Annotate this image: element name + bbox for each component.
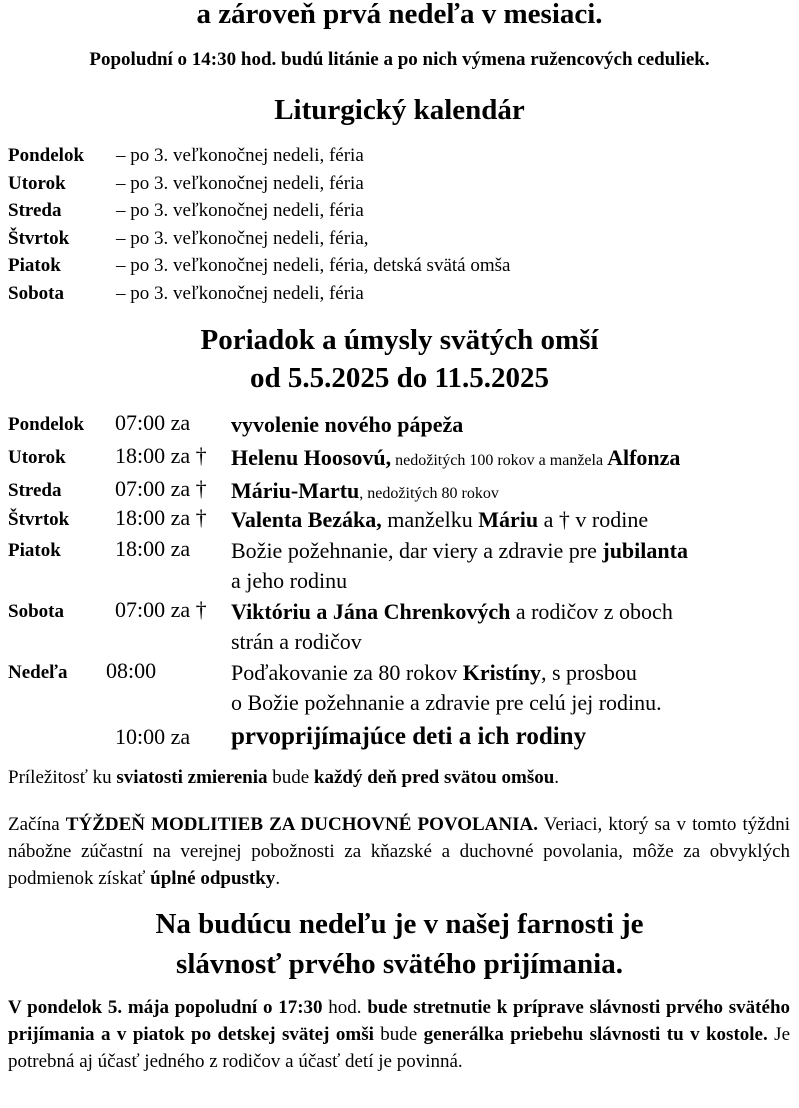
mass-day: Štvrtok: [8, 509, 70, 530]
mass-intention: vyvolenie nového pápeža: [231, 412, 464, 437]
mass-time: 08:00: [106, 658, 157, 683]
mass-day: Sobota: [8, 601, 64, 622]
communion-title: Na budúcu nedeľu je v našej farnosti je: [155, 908, 644, 940]
mass-intention: [231, 597, 798, 657]
confession-notice: [8, 764, 790, 791]
intention-name: Viktóriu a Jána Chrenkových: [231, 599, 511, 624]
text-span: Veriaci, ktorý sa v tomto týždni nábožne zúčastní na verejnej pobožnosti za kňazské a duchovné povolania, môže za obvyklých podmienok získať: [8, 814, 791, 889]
calendar-text: – po 3. veľkonočnej nedeli, féria: [116, 200, 364, 221]
mass-time: 07:00 za †: [115, 476, 207, 501]
intention-text: o Božie požehnanie a zdravie pre celú jej rodinu.: [231, 690, 662, 715]
calendar-day: Štvrtok: [8, 227, 70, 249]
mass-time: 18:00 za: [115, 536, 191, 561]
mass-intention: [231, 443, 798, 476]
text-span: bude: [267, 767, 314, 788]
text-span: bude: [373, 1024, 424, 1045]
intention-text: Božie požehnanie, dar viery a zdravie pre: [231, 538, 603, 563]
calendar-text: – po 3. veľkonočnej nedeli, féria,: [116, 227, 369, 249]
masses-title: Poriadok a úmysly svätých omší: [200, 324, 599, 356]
intention-name: Valenta Bezáka,: [231, 507, 382, 532]
calendar-text: – po 3. veľkonočnej nedeli, féria, detská svätá omša: [116, 255, 511, 276]
intention-text: strán a rodičov: [231, 629, 362, 654]
intention-name: jubilanta: [602, 538, 688, 563]
intention-text: manželku: [381, 507, 479, 532]
header-line: a zároveň prvá nedeľa v mesiaci.: [196, 0, 603, 30]
text-span: TÝŽDEŇ MODLITIEB ZA DUCHOVNÉ POVOLANIA.: [65, 814, 538, 835]
liturgical-calendar: [8, 143, 510, 308]
mass-intention: [231, 505, 798, 535]
mass-time: 18:00 za †: [115, 443, 207, 468]
calendar-row: [8, 253, 510, 281]
text-span: .: [275, 868, 281, 889]
intention-name: Kristíny: [462, 660, 541, 685]
mass-day: Utorok: [8, 447, 66, 468]
mass-day: Piatok: [8, 540, 61, 561]
text-span: generálka priebehu slávnosti tu v kostole.: [423, 1024, 768, 1045]
text-span: bude stretnutie k príprave slávnosti prvého svätého prijímania a v piatok po detskej svätej omši: [8, 997, 791, 1045]
mass-intention: prvoprijímajúce deti a ich rodiny: [231, 723, 587, 750]
text-span: Je potrebná aj účasť jedného z rodičov a účasť detí je povinná.: [8, 1024, 791, 1072]
communion-subtitle: slávnosť prvého svätého prijímania.: [176, 948, 623, 980]
calendar-day: Streda: [8, 200, 62, 221]
calendar-text: – po 3. veľkonočnej nedeli, féria: [116, 145, 364, 166]
calendar-row: [8, 226, 510, 254]
calendar-day: Utorok: [8, 172, 66, 194]
calendar-text: – po 3. veľkonočnej nedeli, féria: [116, 282, 364, 304]
text-span: hod.: [322, 997, 368, 1018]
calendar-row: [8, 198, 510, 226]
text-span: V pondelok 5. mája popoludní o 17:30: [8, 997, 323, 1018]
calendar-title: Liturgický kalendár: [274, 94, 525, 126]
prayer-week-notice: [8, 811, 790, 892]
mass-intention: [231, 536, 798, 596]
intention-note: , nedožitých 80 rokov: [359, 485, 499, 502]
text-span: .: [554, 767, 560, 788]
intention-name: Alfonza: [607, 445, 681, 470]
mass-time: 07:00 za: [115, 410, 191, 435]
text-span: každý deň pred svätou omšou: [313, 767, 555, 788]
calendar-row: [8, 281, 510, 309]
calendar-text: – po 3. veľkonočnej nedeli, féria: [116, 172, 364, 194]
calendar-day: Pondelok: [8, 145, 85, 166]
mass-day: Nedeľa: [8, 662, 68, 683]
mass-day: Pondelok: [8, 414, 85, 435]
calendar-row: [8, 143, 510, 171]
intention-name: Helenu Hoosovú,: [231, 445, 392, 470]
intention-text: a rodičov z oboch: [510, 599, 673, 624]
mass-intention: [231, 658, 798, 718]
litany-notice: Popoludní o 14:30 hod. budú litánie a po nich výmena ružencových ceduliek.: [89, 49, 710, 70]
text-span: sviatosti zmierenia: [116, 767, 268, 788]
intention-text: Poďakovanie za 80 rokov: [231, 660, 463, 685]
intention-text: a jeho rodinu: [231, 568, 348, 593]
mass-time: 10:00 za: [115, 724, 191, 749]
intention-text: , s prosbou: [540, 660, 637, 685]
intention-text: a † v rodine: [538, 507, 649, 532]
text-span: Príležitosť ku: [8, 767, 117, 788]
intention-name: Máriu: [478, 507, 539, 532]
mass-day: Streda: [8, 480, 62, 501]
masses-date-range: od 5.5.2025 do 11.5.2025: [250, 362, 549, 394]
calendar-day: Piatok: [8, 255, 61, 276]
mass-time: 18:00 za †: [115, 505, 207, 530]
communion-notice: [8, 994, 790, 1075]
calendar-row: [8, 171, 510, 199]
intention-name: Máriu-Martu: [231, 478, 360, 503]
text-span: úplné odpustky: [150, 868, 276, 889]
intention-note: nedožitých 100 rokov a manžela: [391, 452, 608, 469]
text-span: Začína: [8, 814, 66, 835]
calendar-day: Sobota: [8, 282, 64, 304]
mass-time: 07:00 za †: [115, 597, 207, 622]
